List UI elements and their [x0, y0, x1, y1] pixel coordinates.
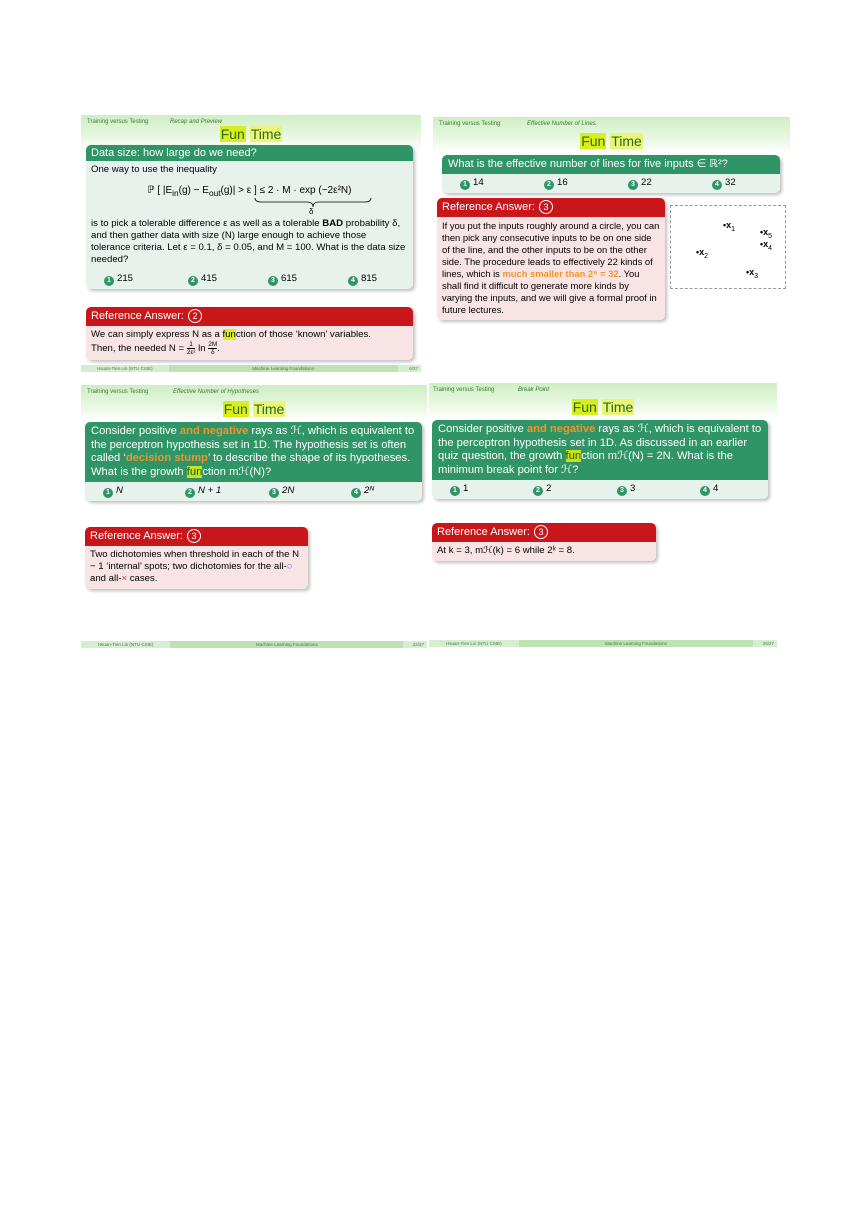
- reference-body: If you put the inputs roughly around a circle, you can then pick any consecutive inputs to be on one side of the line, and the other inputs to be on the other side. The procedure leads to effectively 22 kinds of lines, which is much smaller than 2⁵ = 32. You shall find it difficult to generate more kinds by varying the inputs, and we will give a formal proof in future lectures.: [437, 217, 665, 320]
- option-3[interactable]: 3 22: [628, 177, 652, 190]
- slide-hypotheses: [81, 385, 427, 648]
- option-1[interactable]: 1 N: [103, 485, 123, 498]
- eq-rhs: 2 · M · exp (−2ε²N): [267, 185, 352, 196]
- option-3[interactable]: 3 3: [617, 483, 635, 496]
- slide-footer: [429, 640, 777, 647]
- breadcrumb-section: Training versus Testing: [87, 119, 149, 125]
- option-2[interactable]: 2 415: [188, 273, 217, 286]
- point-x3: $•x_3$: [746, 267, 759, 280]
- question-block: [432, 420, 768, 499]
- reference-answer-block: [86, 307, 413, 360]
- options-row: [442, 174, 780, 193]
- footer-course: Machine Learning Foundations: [169, 365, 398, 372]
- footer-author: Hsuan-Tien Lin (NTU CSIE): [429, 640, 519, 647]
- option-number-icon: 3: [269, 488, 279, 498]
- footer-course: Machine Learning Foundations: [519, 640, 754, 647]
- footer-author: Hsuan-Tien Lin (NTU CSIE): [81, 365, 169, 372]
- option-4[interactable]: 4 4: [700, 483, 718, 496]
- option-number-icon: 2: [188, 276, 198, 286]
- breadcrumb-section: Training versus Testing: [87, 389, 149, 395]
- reference-answer-block: [432, 523, 656, 561]
- option-number-icon: 1: [460, 180, 470, 190]
- footer-page: 22/27: [403, 641, 427, 648]
- options-row: [86, 270, 413, 289]
- reference-answer-block: [85, 527, 308, 589]
- answer-number-icon: 3: [534, 525, 548, 539]
- option-number-icon: 3: [617, 486, 627, 496]
- question-header: Data size: how large do we need?: [86, 145, 413, 161]
- footer-page: 6/27: [398, 365, 421, 372]
- underbrace: [91, 200, 408, 216]
- hoeffding-inequality: ℙ [ $|E_{in}(g) - E_{out}(g)| > \varepsilon$ ] ≤ 2 · M · exp (−2ε²N): [147, 185, 352, 198]
- option-number-icon: 2: [533, 486, 543, 496]
- option-number-icon: 4: [348, 276, 358, 286]
- option-number-icon: 2: [185, 488, 195, 498]
- cross-icon: ×: [121, 573, 128, 584]
- footer-author: Hsuan-Tien Lin (NTU CSIE): [81, 641, 170, 648]
- point-x2: $•x_2$: [696, 247, 709, 260]
- circle-icon: ○: [286, 561, 293, 572]
- question-intro: One way to use the inequality: [91, 164, 217, 175]
- slide-title: Fun Time: [581, 133, 642, 149]
- slide-title: Fun Time: [572, 399, 634, 415]
- reference-body: We can simply express N as a function of those ‘known’ variables. Then, the needed N = $\frac{1}{\text{2ε²}}$ ln $\frac{2M}{\delta}$ .: [86, 326, 413, 360]
- answer-number-icon: 3: [187, 529, 201, 543]
- slide-title: Fun Time: [220, 126, 282, 142]
- option-4[interactable]: 4 815: [348, 273, 377, 286]
- reference-header: Reference Answer: 3: [85, 527, 308, 546]
- underbrace-delta: δ: [309, 207, 314, 216]
- option-2[interactable]: 2 2: [533, 483, 551, 496]
- option-number-icon: 4: [712, 180, 722, 190]
- point-x4: $•x_4$: [760, 239, 773, 252]
- points-figure: [670, 205, 786, 289]
- point-x1: $•x_1$: [723, 220, 736, 233]
- option-number-icon: 4: [351, 488, 361, 498]
- option-1[interactable]: 1 14: [460, 177, 484, 190]
- option-number-icon: 1: [450, 486, 460, 496]
- slide-footer: [81, 641, 427, 648]
- option-number-icon: 1: [103, 488, 113, 498]
- option-number-icon: 4: [700, 486, 710, 496]
- breadcrumb-subsection: Effective Number of Hypotheses: [173, 389, 260, 395]
- footer-page: 26/27: [753, 640, 777, 647]
- breadcrumb-subsection: Break Point: [518, 387, 550, 393]
- reference-answer-block: [437, 198, 665, 320]
- slide-break-point: [429, 383, 777, 647]
- question-text: Consider positive and negative rays as ℋ, which is equivalent to the perceptron hypothesis set in 1D. The hypothesis set is often called ‘decision stump’ to describe the shape of its hypotheses. What is the growth function mℋ(N)?: [85, 422, 422, 482]
- option-number-icon: 3: [628, 180, 638, 190]
- breadcrumb-section: Training versus Testing: [439, 121, 501, 127]
- breadcrumb-section: Training versus Testing: [433, 387, 495, 393]
- slide-data-size: [81, 115, 421, 372]
- option-2[interactable]: 2 N + 1: [185, 485, 221, 498]
- footer-course: Machine Learning Foundations: [170, 641, 403, 648]
- option-number-icon: 3: [268, 276, 278, 286]
- option-2[interactable]: 2 16: [544, 177, 568, 190]
- question-text: Consider positive and negative rays as ℋ, which is equivalent to the perceptron hypothesis set in 1D. As discussed in an earlier quiz question, the growth function mℋ(N) = 2N. What is the minimum break point for ℋ?: [432, 420, 768, 480]
- question-block: [442, 155, 780, 193]
- question-text: What is the effective number of lines for five inputs ∈ ℝ²?: [442, 155, 780, 174]
- reference-body: Two dichotomies when threshold in each of the N − 1 ‘internal’ spots; two dichotomies for the all-○ and all-× cases.: [85, 546, 308, 589]
- options-row: [432, 480, 768, 499]
- reference-body: At k = 3, mℋ(k) = 6 while 2ᵏ = 8.: [432, 542, 656, 561]
- slide-footer: [81, 365, 421, 372]
- reference-header: Reference Answer: 3: [432, 523, 656, 542]
- options-row: [85, 482, 422, 501]
- question-block: [85, 422, 422, 501]
- reference-header: Reference Answer: 2: [86, 307, 413, 326]
- option-number-icon: 2: [544, 180, 554, 190]
- option-3[interactable]: 3 615: [268, 273, 297, 286]
- slide-title: Fun Time: [223, 401, 285, 417]
- answer-number-icon: 2: [188, 309, 202, 323]
- option-4[interactable]: 4 2ᴺ: [351, 485, 374, 498]
- option-4[interactable]: 4 32: [712, 177, 736, 190]
- option-1[interactable]: 1 1: [450, 483, 468, 496]
- breadcrumb-subsection: Effective Number of Lines: [527, 121, 596, 127]
- question-block: [86, 145, 413, 289]
- option-number-icon: 1: [104, 276, 114, 286]
- slide-effective-lines: [433, 117, 790, 372]
- point-x5: $•x_5$: [760, 227, 773, 240]
- question-body: is to pick a tolerable difference ε as well as a tolerable BAD probability δ, and then gather data with size (N) large enough to achieve those tolerance criteria. Let ε = 0.1, δ = 0.05, and M = 100. What is the data size needed?: [91, 218, 406, 265]
- option-3[interactable]: 3 2N: [269, 485, 294, 498]
- breadcrumb-subsection: Recap and Preview: [170, 119, 223, 125]
- answer-number-icon: 3: [539, 200, 553, 214]
- reference-header: Reference Answer: 3: [437, 198, 665, 217]
- option-1[interactable]: 1 215: [104, 273, 133, 286]
